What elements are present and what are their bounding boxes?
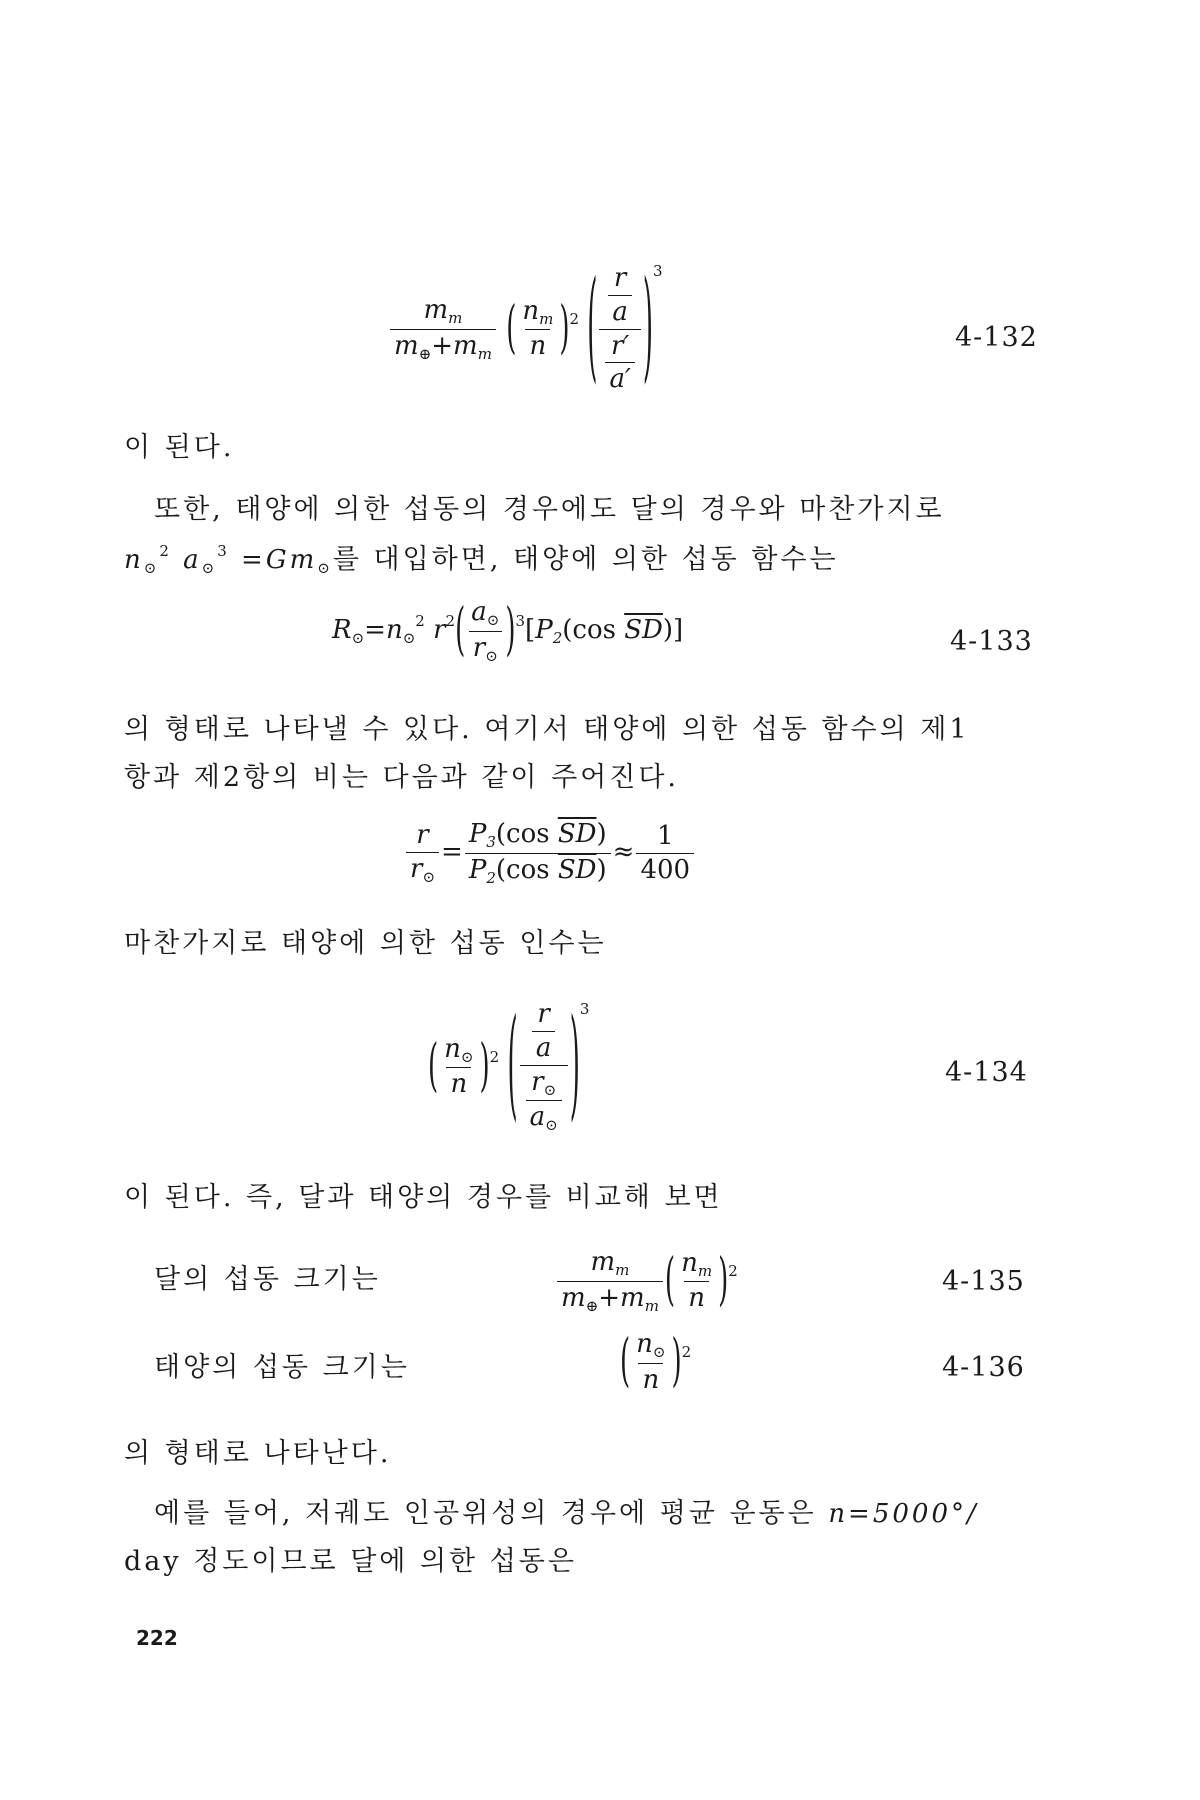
equation-number: 4-136 xyxy=(942,1352,1025,1383)
equation-number: 4-134 xyxy=(945,1057,1028,1088)
ratio-den: 400 xyxy=(636,853,694,885)
paragraph-suffix: 를 대입하면, 태양에 의한 섭동 함수는 xyxy=(332,544,839,575)
equation-number: 4-135 xyxy=(942,1266,1025,1297)
equation-4-134: ( $\frac{n_⊙}{n}$ )$^2$ ( $\frac{\frac{r}{a}}{\frac{r_⊙}{a_⊙}}$ )$^3$ xyxy=(428,998,590,1136)
paragraph: day 정도이므로 달에 의한 섭동은 xyxy=(124,1546,577,1577)
paragraph: 의 형태로 나타난다. xyxy=(124,1438,392,1469)
ratio-value: 1 xyxy=(657,820,674,851)
equation-4-133: $R_⊙=n_⊙^2$ $r^2$( $\frac{a_⊙}{r_⊙}$ )$^3[P_2(\cos$ $\overline{SD}$)] xyxy=(332,597,684,665)
ratio-equation: $\frac{r}{r_⊙}$ = $\frac{P_3(\cos \overline{SD})}{P_2(\cos \overline{SD})}$ ≈ $\frac{1}{400}$ xyxy=(404,820,696,886)
paragraph: $n_⊙^2$ $a_⊙^3 =Gm_⊙$를 대입하면, 태양에 의한 섭동 함수는 xyxy=(124,542,839,577)
page-number: 222 xyxy=(136,1626,178,1650)
paragraph: 의 형태로 나타낼 수 있다. 여기서 태양에 의한 섭동 함수의 제1 xyxy=(124,714,970,745)
equation-4-135: $\frac{m_m}{m_\oplus+m_m}$ ( $\frac{n_m}{n}$ )$^2$ xyxy=(555,1248,738,1314)
paragraph: 이 된다. 즉, 달과 태양의 경우를 비교해 보면 xyxy=(124,1182,723,1213)
mean-motion-value: n=5000°/ xyxy=(828,1499,979,1529)
paragraph: 마찬가지로 태양에 의한 섭동 인수는 xyxy=(124,928,607,959)
equation-4-136: ( $\frac{n_⊙}{n}$ )$^2$ xyxy=(620,1329,692,1396)
paragraph: 항과 제2항의 비는 다음과 같이 주어진다. xyxy=(124,762,679,793)
paragraph: 이 된다. xyxy=(124,432,235,463)
equation-number: 4-133 xyxy=(950,626,1033,657)
equation-number: 4-132 xyxy=(955,322,1038,353)
paragraph: 또한, 태양에 의한 섭동의 경우에도 달의 경우와 마찬가지로 xyxy=(154,494,945,525)
equation-4-132: $\frac{m_m}{m_\oplus+m_m}$ ( $\frac{n_m}{n}$ )$^2$ ( $\frac{\frac{r}{a}}{\frac{r'}{a'}}$ )$^3$ xyxy=(388,262,663,394)
moon-perturbation-label: 달의 섭동 크기는 xyxy=(154,1264,381,1295)
paragraph-prefix: 예를 들어, 저궤도 인공위성의 경우에 평균 운동은 xyxy=(154,1498,817,1529)
sun-perturbation-label: 태양의 섭동 크기는 xyxy=(154,1352,410,1383)
paragraph xyxy=(124,1490,1054,1538)
